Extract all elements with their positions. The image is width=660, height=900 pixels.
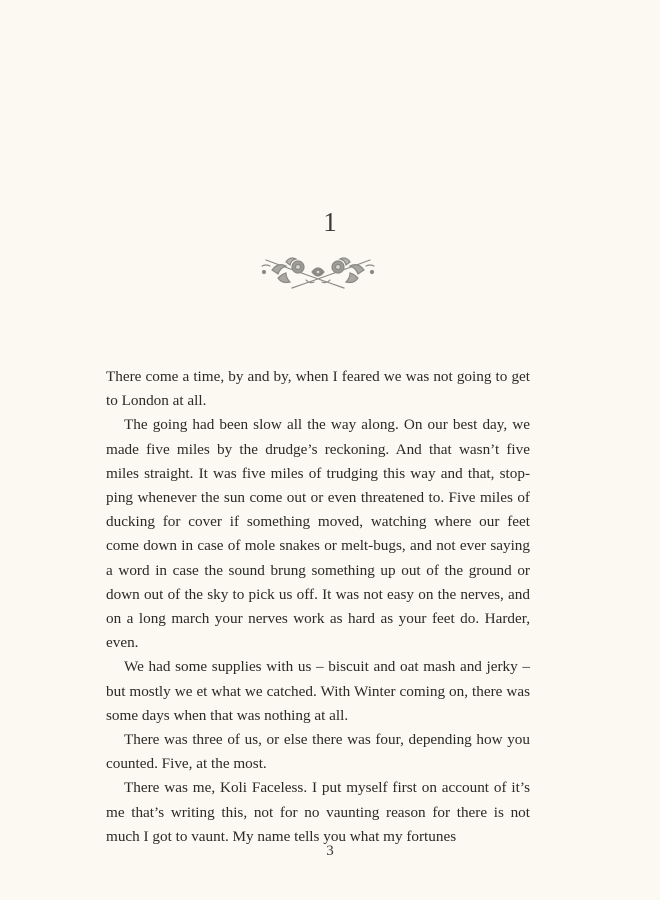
chapter-number: 1 <box>323 207 337 237</box>
page-number: 3 <box>326 843 334 859</box>
chapter-body <box>106 365 530 849</box>
paragraph: The going had been slow all the way along. On our best day, we made five miles by the drudge’s reckoning. And that wasn’t five miles straight. It was five miles of trudging this way and that, stop-ping whenever the sun come out or even threatened to. Five miles of ducking for cover if something moved, watching where our feet come down in case of mole snakes or melt-bugs, and not ever saying a word in case the sound brung something up out of the ground or down out of the sky to pick us off. It was not easy on the nerves, and on a long march your nerves work as hard as your feet do. Harder, even. <box>106 416 530 652</box>
paragraph: There was three of us, or else there was four, depending how you counted. Five, at the most. <box>106 731 530 773</box>
paragraph: We had some supplies with us – biscuit and oat mash and jerky – but mostly we et what we catched. With Winter coming on, there was some days when that was nothing at all. <box>106 658 530 724</box>
floral-ornament-icon <box>258 250 378 294</box>
paragraph: There was me, Koli Faceless. I put myself first on account of it’s me that’s writing this, not for no vaunting reason for there is not much I got to vaunt. My name tells you what my fortunes <box>106 779 530 845</box>
paragraph: There come a time, by and by, when I feared we was not going to get to London at all. <box>106 368 530 410</box>
